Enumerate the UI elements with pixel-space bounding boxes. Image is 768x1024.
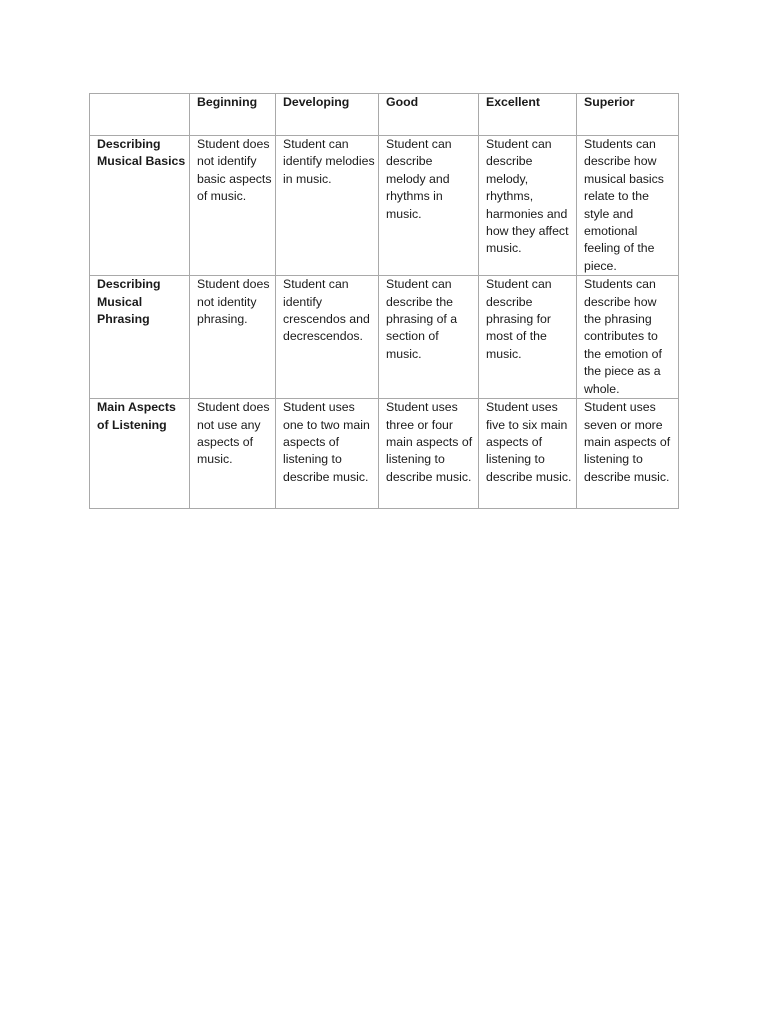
table-cell: Student can identify melodies in music.	[276, 136, 379, 276]
column-header-excellent: Excellent	[479, 94, 577, 136]
table-row	[90, 399, 679, 509]
table-cell: Student uses one to two main aspects of listening to describe music.	[276, 399, 379, 509]
table-cell: Student uses three or four main aspects of listening to describe music.	[379, 399, 479, 509]
column-header-beginning: Beginning	[190, 94, 276, 136]
column-header-good: Good	[379, 94, 479, 136]
table-cell: Student can identify crescendos and decrescendos.	[276, 276, 379, 399]
row-header: Describing Musical Phrasing	[90, 276, 190, 399]
row-header: Describing Musical Basics	[90, 136, 190, 276]
table-cell: Student can describe melody and rhythms in music.	[379, 136, 479, 276]
table-row	[90, 276, 679, 399]
table-cell: Student uses five to six main aspects of listening to describe music.	[479, 399, 577, 509]
table-cell: Student does not use any aspects of music.	[190, 399, 276, 509]
table-cell: Student can describe the phrasing of a section of music.	[379, 276, 479, 399]
corner-cell	[90, 94, 190, 136]
table-cell: Student can describe phrasing for most of the music.	[479, 276, 577, 399]
table-cell: Student can describe melody, rhythms, harmonies and how they affect music.	[479, 136, 577, 276]
header-row	[90, 94, 679, 136]
row-header: Main Aspects of Listening	[90, 399, 190, 509]
table-cell: Student does not identify basic aspects of music.	[190, 136, 276, 276]
table-cell: Student uses seven or more main aspects of listening to describe music.	[577, 399, 679, 509]
table-cell: Students can describe how the phrasing contributes to the emotion of the piece as a whole.	[577, 276, 679, 399]
table-row	[90, 136, 679, 276]
rubric-table	[89, 93, 679, 509]
column-header-developing: Developing	[276, 94, 379, 136]
table-cell: Students can describe how musical basics relate to the style and emotional feeling of the piece.	[577, 136, 679, 276]
table-cell: Student does not identity phrasing.	[190, 276, 276, 399]
column-header-superior: Superior	[577, 94, 679, 136]
